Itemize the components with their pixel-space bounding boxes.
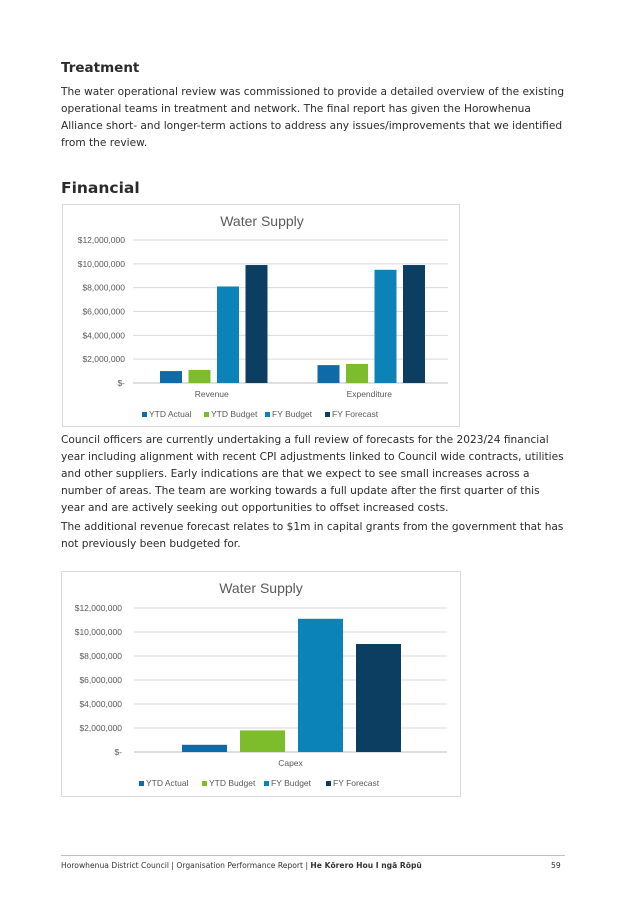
legend-marker: [265, 412, 270, 417]
legend-marker: [204, 412, 209, 417]
section-heading-financial: Financial: [61, 179, 140, 197]
y-tick-label: $12,000,000: [74, 603, 122, 613]
legend-entry: FY Forecast: [332, 409, 379, 419]
legend-entry: FY Budget: [271, 778, 312, 788]
footer-divider: [61, 855, 565, 856]
legend-marker: [139, 781, 144, 786]
bar-fy-forecast: [246, 265, 268, 383]
legend-entry: YTD Actual: [146, 778, 189, 788]
legend-entry: YTD Actual: [149, 409, 192, 419]
y-tick-label: $6,000,000: [79, 675, 122, 685]
chart-title: Water Supply: [219, 580, 303, 596]
legend-marker: [264, 781, 269, 786]
bar-ytd-actual: [182, 745, 227, 752]
legend-marker: [325, 412, 330, 417]
bar-fy-budget: [217, 286, 239, 383]
financial-paragraph-1: Council officers are currently undertaking a full review of forecasts for the 2023/24 financial year including alignment with recent CPI adjustments linked to Council wide contracts, utilities and other suppliers. Early indications are that we expect to see small increases across a number of areas. The team are working towards a full update after the first quarter of this year and are actively seeking out opportunities to offset increased costs.: [61, 434, 564, 514]
legend-entry: FY Budget: [272, 409, 313, 419]
footer-bold-text: He Kōrero Hou I ngā Rōpū: [310, 861, 422, 870]
legend-marker: [326, 781, 331, 786]
bar-fy-budget: [375, 270, 397, 383]
y-tick-label: $4,000,000: [79, 699, 122, 709]
y-tick-label: $8,000,000: [82, 282, 125, 293]
y-tick-label: $10,000,000: [77, 258, 125, 269]
y-tick-label: $2,000,000: [79, 723, 122, 733]
y-tick-label: $-: [117, 378, 125, 388]
bar-fy-forecast: [403, 265, 425, 383]
page-number: 59: [551, 861, 561, 870]
financial-paragraph-2: The additional revenue forecast relates to $1m in capital grants from the government that has not previously been budgeted for.: [61, 521, 564, 550]
bar-ytd-budget: [240, 730, 285, 752]
legend-entry: YTD Budget: [209, 778, 256, 788]
chart-svg: [63, 205, 459, 426]
y-tick-label: $-: [114, 747, 122, 757]
y-tick-label: $6,000,000: [82, 306, 125, 317]
bar-fy-forecast: [356, 644, 401, 752]
chart-svg: [62, 572, 460, 796]
revenue-expenditure-chart: [62, 204, 460, 427]
footer-text: Horowhenua District Council | Organisation Performance Report | He Kōrero Hou I ngā Rōpū: [61, 861, 422, 870]
y-tick-label: $2,000,000: [82, 354, 125, 365]
legend-entry: FY Forecast: [333, 778, 380, 788]
treatment-paragraph: The water operational review was commissioned to provide a detailed overview of the existing operational teams in treatment and network. The final report has given the Horowhenua Alliance short- and longer-term actions to address any issues/improvements that we identified from the review.: [61, 86, 565, 149]
legend-marker: [142, 412, 147, 417]
y-tick-label: $8,000,000: [79, 651, 122, 661]
y-tick-label: $12,000,000: [77, 235, 125, 245]
bar-ytd-actual: [160, 371, 182, 383]
bar-ytd-actual: [318, 365, 340, 383]
x-category-label: Expenditure: [346, 389, 392, 399]
bar-ytd-budget: [346, 364, 368, 383]
capex-chart: [61, 571, 461, 797]
bar-ytd-budget: [189, 370, 211, 383]
x-category-label: Revenue: [194, 389, 229, 399]
y-tick-label: $4,000,000: [82, 330, 125, 341]
bar-fy-budget: [298, 619, 343, 752]
x-category-label: Capex: [278, 758, 303, 768]
y-tick-label: $10,000,000: [74, 627, 122, 637]
legend-entry: YTD Budget: [211, 409, 258, 419]
section-heading-treatment: Treatment: [61, 60, 140, 76]
chart-title: Water Supply: [220, 213, 304, 229]
legend-marker: [202, 781, 207, 786]
